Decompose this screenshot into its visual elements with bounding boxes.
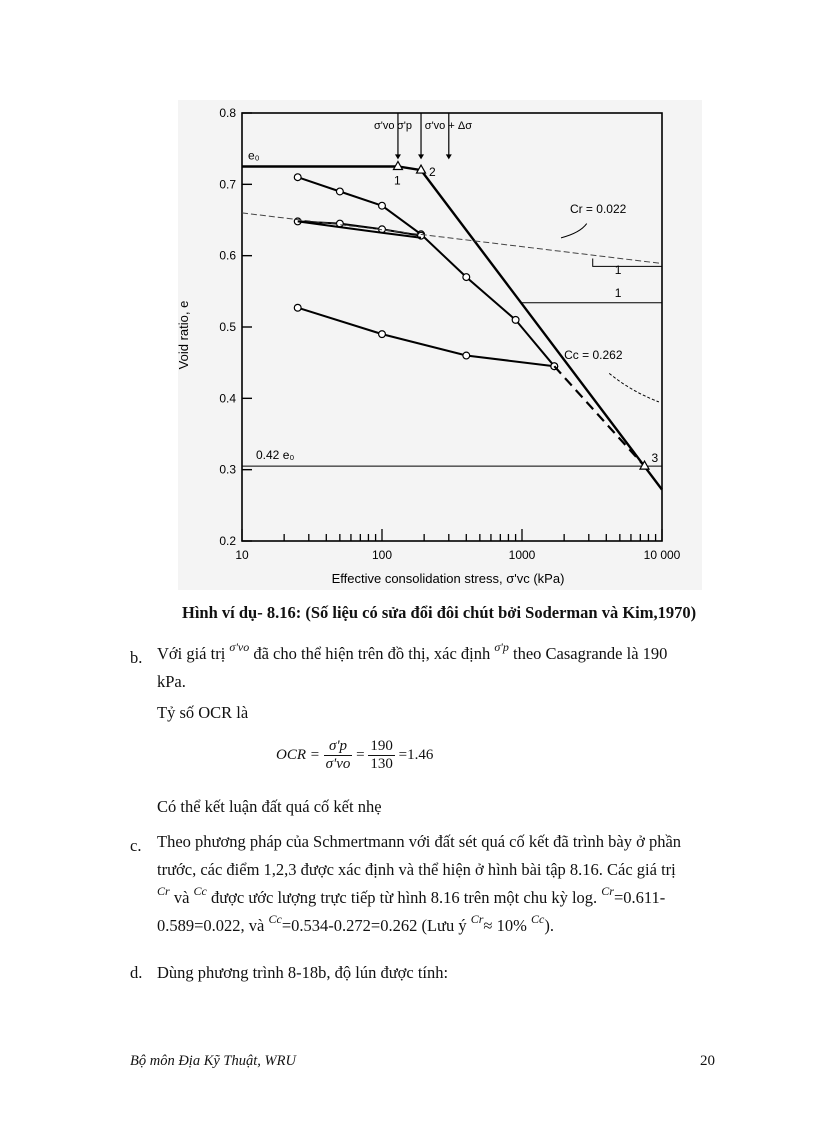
x-tick-label: 10 <box>235 548 249 562</box>
item-c-line-1: Theo phương pháp của Schmertmann với đất sét quá cố kết đã trình bày ở phần <box>157 832 682 851</box>
sigma-vo-arrow-label: σ'vo <box>373 120 395 132</box>
x-tick-label: 1000 <box>508 548 536 562</box>
cr-symbol-3: Cr <box>470 912 484 927</box>
e0-label: e₀ <box>248 148 260 163</box>
y-tick-label: 0.8 <box>219 106 236 120</box>
ocr-num-symbolic: σ'p <box>324 738 353 756</box>
ocr-fraction-numeric <box>368 738 395 773</box>
point-marker-label: 3 <box>651 451 659 466</box>
data-point <box>294 174 301 181</box>
item-b-marker: b. <box>130 648 143 667</box>
sigma-vo-symbol: σ'vo <box>229 640 250 654</box>
cc-symbol-2: Cc <box>268 912 282 927</box>
cr-slope-one-label: 1 <box>614 263 622 278</box>
y-tick-label: 0.7 <box>219 177 236 192</box>
x-axis-label: Effective consolidation stress, σ'vc (kPa) <box>331 571 565 586</box>
y-axis-label: Void ratio, e <box>176 300 191 370</box>
data-point <box>463 274 470 281</box>
figure-caption: Hình ví dụ- 8.16: (Số liệu có sửa đổi đôi chút bởi Soderman và Kim,1970) <box>182 603 697 622</box>
data-point <box>512 316 519 323</box>
sigma-p-arrow-label: σ'p <box>397 120 413 132</box>
item-b-paragraph <box>157 640 727 696</box>
cc-slope-one-label: 1 <box>614 286 622 301</box>
item-c-line-2: trước, các điểm 1,2,3 được xác định và thể hiện ở hình bài tập 8.16. Các giá trị <box>157 860 676 880</box>
ocr-num-numeric: 190 <box>370 738 393 754</box>
data-point <box>336 188 343 195</box>
item-d-text: Dùng phương trình 8-18b, độ lún được tính: <box>157 963 449 982</box>
ocr-fraction-symbolic <box>324 738 353 773</box>
data-point <box>379 331 386 338</box>
item-c-line-4a: 0.589=0.022, và <box>157 916 265 936</box>
item-d-marker: d. <box>130 963 143 982</box>
y-tick-label: 0.4 <box>219 391 236 406</box>
point-marker-label: 1 <box>393 173 401 188</box>
y-tick-label: 0.5 <box>219 320 236 334</box>
cr-symbol-2: Cr <box>601 884 614 899</box>
ocr-den-numeric: 130 <box>370 756 393 772</box>
data-point <box>379 202 386 209</box>
ocr-lhs: OCR = <box>276 746 320 763</box>
footer-department: Bộ môn Địa Kỹ Thuật, WRU <box>130 1053 296 1069</box>
item-b-text-4: kPa. <box>157 672 186 692</box>
item-c-line-3a: và <box>173 888 190 908</box>
sigma-p-symbol: σ'p <box>494 640 509 654</box>
ocr-equation: OCR = $\frac{\sigma'p}{\sigma'vo}$ = $\frac{190}{130}$ =1.46 <box>276 738 434 772</box>
ocr-intro: Tỷ số OCR là <box>157 703 249 722</box>
item-b-text-2: đã cho thể hiện trên đồ thị, xác định <box>253 644 491 663</box>
item-c-line-4c: ≈ 10% <box>483 916 527 936</box>
e042-label: 0.42 e₀ <box>256 447 295 462</box>
conclusion-text: Có thể kết luận đất quá cố kết nhẹ <box>157 797 382 816</box>
item-c-line-3b: được ước lượng trực tiếp từ hình 8.16 trên một chu kỳ log. <box>210 888 598 908</box>
page-number: 20 <box>700 1053 715 1069</box>
consolidation-chart <box>178 100 702 590</box>
x-tick-label: 10 000 <box>643 548 681 562</box>
cc-symbol-3: Cc <box>530 912 545 927</box>
x-tick-label: 100 <box>371 548 393 562</box>
item-c-paragraph <box>157 828 732 940</box>
item-c-marker: c. <box>130 836 142 855</box>
y-tick-label: 0.3 <box>219 462 236 477</box>
chart-background <box>178 100 702 590</box>
item-c-line-4b: =0.534-0.272=0.262 (Lưu ý <box>281 916 467 936</box>
ocr-result: =1.46 <box>398 746 434 763</box>
ocr-den-symbolic: σ'vo <box>325 756 351 772</box>
data-point <box>294 304 301 311</box>
item-c-line-3c: =0.611- <box>613 888 666 908</box>
item-b-text-1: Với giá trị <box>157 644 226 663</box>
cc-label: Cc = 0.262 <box>564 348 623 363</box>
cr-label: Cr = 0.022 <box>569 201 627 216</box>
data-point <box>463 352 470 359</box>
point-marker-label: 2 <box>429 165 436 180</box>
item-b-text-3: theo Casagrande là 190 <box>512 644 668 663</box>
cr-symbol: Cr <box>157 884 170 899</box>
cc-symbol: Cc <box>193 884 207 899</box>
y-tick-label: 0.2 <box>219 534 236 548</box>
y-tick-label: 0.6 <box>219 248 236 263</box>
item-c-line-4d: ). <box>544 916 554 936</box>
sigma-delta-arrow-label: σ'vo + Δσ <box>424 120 472 132</box>
